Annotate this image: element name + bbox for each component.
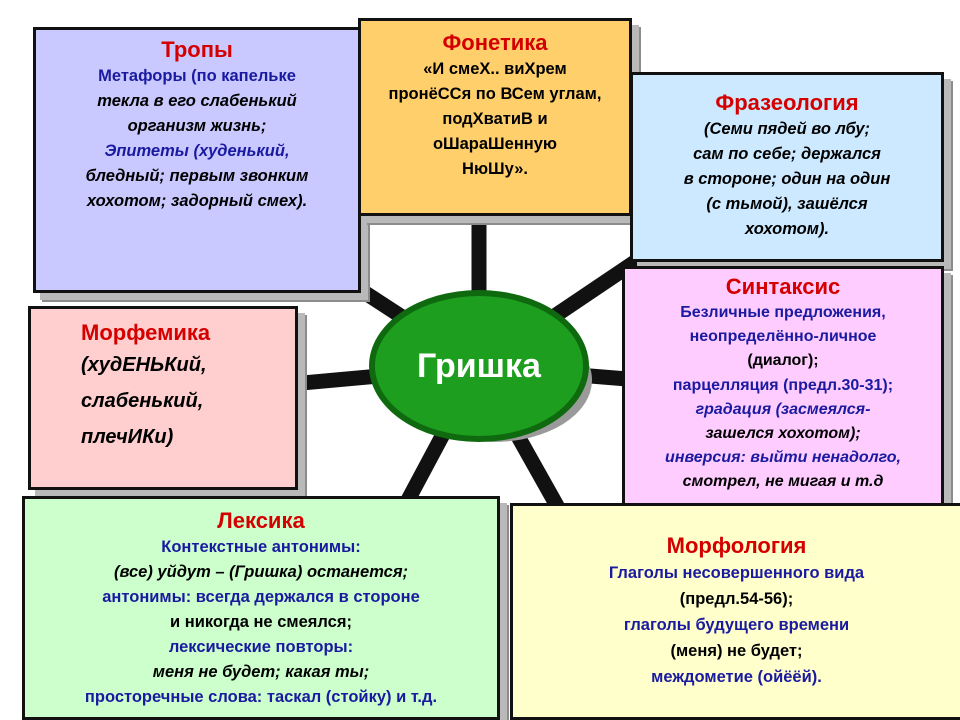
morfologiya-line-3: глаголы будущего времени [623, 616, 850, 634]
leksika-line-6: меня не будет; какая ты; [152, 663, 370, 681]
tropy-line-5: бледный; первым звонким [85, 167, 309, 185]
tropy-line-6: хохотом; задорный смех). [86, 192, 308, 210]
box-tropy [33, 27, 361, 293]
morfologiya-title: Морфология [666, 533, 807, 558]
sintaksis-line-7: инверсия: выйти ненадолго, [665, 449, 901, 467]
fonetika-line-4: оШараШенную [432, 135, 558, 153]
frazeologiya-title: Фразеология [715, 90, 859, 115]
leksika-line-1: Контекстные антонимы: [161, 538, 361, 556]
morfemika-line-2: слабенький, [81, 390, 204, 412]
morfologiya-line-1: Глаголы несовершенного вида [608, 564, 865, 582]
morfologiya-line-5: междометие (ойёёй). [651, 668, 822, 686]
box-sintaksis [622, 266, 944, 528]
frazeologiya-line-5: хохотом). [744, 220, 830, 238]
tropy-line-1: Метафоры (по капельке [98, 67, 296, 85]
frazeologiya-line-1: (Семи пядей во лбу; [703, 120, 871, 138]
tropy-line-2: текла в его слабенький [97, 92, 297, 110]
sintaksis-line-6: зашелся хохотом); [705, 425, 861, 443]
leksika-title: Лексика [217, 508, 305, 533]
tropy-line-4: Эпитеты (худенький, [104, 142, 290, 160]
center-label: Гришка [417, 347, 541, 385]
sintaksis-line-2: неопределённо-личное [689, 328, 877, 346]
morfologiya-line-4: (меня) не будет; [670, 642, 803, 660]
box-morfemika [28, 306, 298, 490]
tropy-line-3: организм жизнь; [127, 117, 267, 135]
morfologiya-line-2: (предл.54-56); [679, 590, 794, 608]
sintaksis-line-3: (диалог); [747, 352, 819, 370]
box-morfologiya [510, 503, 960, 720]
frazeologiya-line-3: в стороне; один на один [683, 170, 891, 188]
fonetika-line-2: пронёССя по ВСем углам, [388, 85, 602, 103]
leksika-line-3: антонимы: всегда держался в стороне [102, 588, 420, 606]
fonetika-line-5: НюШу». [462, 160, 528, 178]
sintaksis-line-4: парцелляция (предл.30-31); [672, 376, 894, 394]
center-node [366, 286, 592, 448]
box-leksika [22, 496, 500, 720]
frazeologiya-line-4: (с тьмой), зашёлся [706, 195, 868, 213]
morfemika-line-1: (худЕНЬКий, [81, 354, 207, 376]
sintaksis-line-8: смотрел, не мигая и т.д [682, 473, 884, 491]
leksika-line-7: просторечные слова: таскал (стойку) и т.д. [84, 688, 438, 706]
leksika-line-5: лексические повторы: [168, 638, 354, 656]
box-fonetika [358, 18, 632, 216]
sintaksis-line-1: Безличные предложения, [680, 304, 886, 321]
tropy-title: Тропы [161, 37, 233, 62]
morfemika-line-3: плечИКи) [81, 426, 174, 448]
frazeologiya-line-2: сам по себе; держался [693, 145, 881, 163]
leksika-line-2: (все) уйдут – (Гришка) останется; [113, 563, 409, 581]
fonetika-line-1: «И смеХ.. виХрем [423, 60, 567, 78]
fonetika-line-3: подХватиВ и [442, 110, 548, 128]
sintaksis-line-5: градация (засмеялся- [695, 400, 871, 418]
box-frazeologiya [630, 72, 944, 262]
leksika-line-4: и никогда не смеялся; [170, 613, 352, 631]
sintaksis-title: Синтаксис [725, 274, 841, 299]
fonetika-title: Фонетика [442, 30, 548, 55]
morfemika-title: Морфемика [81, 320, 211, 345]
